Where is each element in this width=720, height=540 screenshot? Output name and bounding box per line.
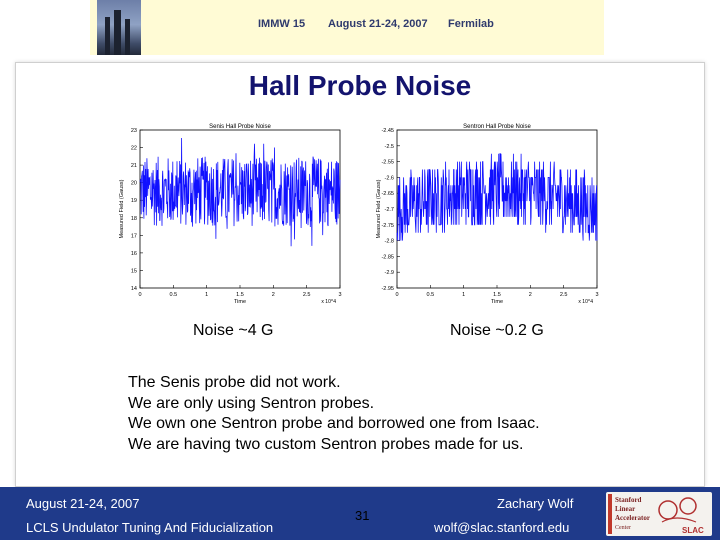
slac-logo-line1: Stanford	[615, 496, 642, 504]
y-tick-label: -2.55	[381, 159, 394, 166]
x-tick-label: 1.5	[493, 292, 501, 298]
slac-logo	[606, 492, 712, 536]
bullet-list	[128, 373, 540, 455]
y-tick-label: -2.45	[381, 128, 394, 134]
slac-logo-line3: Accelerator	[615, 514, 650, 522]
x-tick-label: 2	[528, 292, 532, 298]
senis-noise-label: Noise ~4 G	[193, 322, 274, 339]
y-axis-label: Measured Field (Gauss)	[376, 179, 382, 239]
sentron-noise-chart	[372, 120, 612, 310]
banner-conference: IMMW 15	[258, 18, 306, 30]
y-tick-label: -2.8	[384, 238, 394, 245]
y-tick-label: 19	[130, 198, 137, 205]
chart-title: Sentron Hall Probe Noise	[463, 124, 531, 130]
x-tick-label: 2.5	[559, 292, 568, 298]
x-multiplier: x 10^4	[578, 299, 593, 305]
y-tick-label: -2.65	[381, 191, 394, 198]
x-tick-label: 3	[595, 292, 599, 298]
chart-title: Senis Hall Probe Noise	[209, 124, 271, 130]
y-tick-label: -2.75	[381, 222, 394, 229]
footer-author: Zachary Wolf	[497, 496, 574, 511]
x-tick-label: 0	[395, 292, 399, 298]
bullet-item: We are only using Sentron probes.	[128, 394, 375, 412]
slide-title: Hall Probe Noise	[248, 70, 472, 101]
bullet-item: We are having two custom Sentron probes made for us.	[128, 435, 524, 453]
y-tick-label: 20	[130, 180, 137, 187]
bullet-item: The Senis probe did not work.	[128, 374, 341, 391]
slac-logo-badge: SLAC	[682, 526, 704, 535]
footer-date: August 21-24, 2007	[26, 496, 140, 511]
page-number: 31	[355, 508, 370, 523]
banner-location: Fermilab	[448, 18, 494, 30]
y-tick-label: 21	[130, 163, 137, 170]
banner-dates: August 21-24, 2007	[328, 18, 428, 30]
bullet-item: We own one Sentron probe and borrowed one from Isaac.	[128, 415, 540, 432]
x-axis-label: Time	[490, 299, 504, 305]
y-axis-label: Measured Field (Gauss)	[119, 179, 125, 239]
y-tick-label: 16	[130, 250, 137, 257]
y-tick-label: 17	[130, 233, 137, 240]
x-tick-label: 2	[271, 292, 275, 298]
y-tick-label: 18	[130, 215, 137, 222]
x-tick-label: 0.5	[169, 292, 178, 298]
x-tick-label: 0	[138, 292, 142, 298]
x-tick-label: 3	[338, 292, 342, 298]
y-tick-label: -2.85	[381, 254, 394, 261]
y-tick-label: -2.95	[381, 286, 394, 292]
footer-project: LCLS Undulator Tuning And Fiducialization	[26, 520, 274, 535]
x-tick-label: 0.5	[426, 292, 435, 298]
slac-logo-line4: Center	[615, 525, 631, 531]
x-tick-label: 1.5	[236, 292, 244, 298]
x-tick-label: 1	[462, 292, 466, 298]
x-tick-label: 1	[205, 292, 209, 298]
slac-logo-line2: Linear	[615, 505, 636, 513]
x-axis-label: Time	[233, 299, 247, 305]
y-tick-label: 22	[130, 145, 137, 152]
sentron-noise-label: Noise ~0.2 G	[450, 322, 544, 339]
y-tick-label: -2.6	[384, 175, 394, 182]
x-tick-label: 2.5	[302, 292, 311, 298]
senis-noise-chart	[115, 120, 355, 310]
fermilab-logo	[97, 0, 141, 55]
footer-email: wolf@slac.stanford.edu	[434, 520, 570, 535]
y-tick-label: -2.7	[384, 207, 394, 213]
y-tick-label: 23	[130, 128, 137, 134]
x-multiplier: x 10^4	[321, 299, 336, 305]
y-tick-label: -2.5	[384, 143, 394, 150]
y-tick-label: -2.9	[384, 270, 394, 277]
y-tick-label: 15	[130, 268, 137, 275]
y-tick-label: 14	[130, 286, 137, 292]
